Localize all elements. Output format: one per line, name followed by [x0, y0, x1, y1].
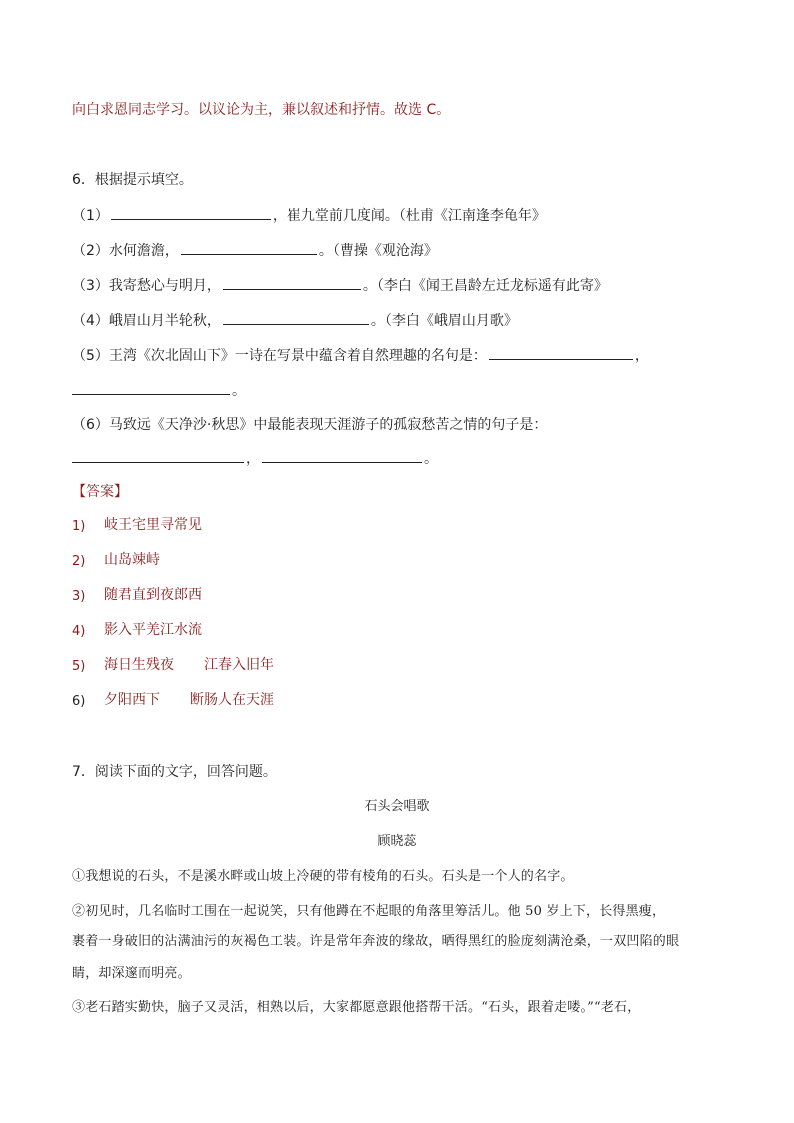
- item-number: （3）: [72, 278, 109, 294]
- article-author: 顾晓蕊: [377, 834, 417, 849]
- item-text: 。: [424, 451, 438, 467]
- q6-item-4: [72, 310, 518, 331]
- answer-text: 随君直到夜郎西: [104, 587, 202, 603]
- answer-text: 影入平羌江水流: [104, 622, 202, 638]
- passage-line: 睛，却深邃而明亮。: [72, 966, 191, 981]
- passage-line: ②初见时，几名临时工围在一起说笑，只有他蹲在不起眼的角落里筹活儿。他 50 岁上下，长得黑瘦，: [72, 904, 666, 919]
- answer-text: 岐王宅里寻常见: [104, 517, 202, 533]
- item-text: 我寄愁心与明月，: [108, 278, 221, 294]
- q6-item-5: [72, 345, 649, 366]
- item-number: （4）: [72, 313, 109, 329]
- answer-blank[interactable]: [489, 345, 633, 360]
- item-text: 王湾《次北固山下》一诗在写景中蕴含着自然理趣的名句是：: [108, 348, 487, 364]
- item-text: 。（李白《峨眉山月歌》: [370, 313, 518, 329]
- answer-number: 4): [72, 624, 86, 639]
- answer-blank[interactable]: [111, 205, 271, 220]
- item-text: 。（李白《闻王昌龄左迁龙标遥有此寄》: [362, 278, 608, 294]
- answer-blank[interactable]: [72, 448, 244, 463]
- answer-text: 山岛竦峙: [104, 552, 160, 568]
- q6-item-1: [72, 205, 546, 226]
- item-number: （5）: [72, 348, 109, 364]
- passage-line: ③老石踏实勤快，脑子又灵活，相熟以后，大家都愿意跟他搭帮干活。“石头，跟着走喽。”“老石，: [72, 1000, 641, 1015]
- q6-item-6-continued: [72, 448, 438, 469]
- item-text: ，: [634, 348, 649, 364]
- answer-number: 2): [72, 554, 86, 569]
- item-text: ，: [246, 451, 260, 467]
- q6-item-2: [72, 240, 438, 261]
- article-title: 石头会唱歌: [364, 799, 430, 814]
- item-number: （2）: [72, 243, 109, 259]
- answer-blank[interactable]: [262, 448, 422, 463]
- question-7-title: 7．阅读下面的文字，回答问题。: [72, 764, 277, 780]
- answer-number: 3): [72, 589, 86, 604]
- q6-item-6: [72, 415, 547, 435]
- intro-answer-text: 向白求恩同志学习。以议论为主，兼以叙述和抒情。故选 C。: [72, 102, 451, 118]
- item-text: 。（曹操《观沧海》: [318, 243, 438, 259]
- item-text: 。: [232, 383, 246, 399]
- answer-number: 5): [72, 659, 86, 674]
- answer-blank[interactable]: [72, 380, 230, 395]
- answer-blank[interactable]: [223, 310, 369, 325]
- item-number: （6）: [72, 417, 109, 433]
- q6-item-5-continued: [72, 380, 246, 401]
- answer-number: 6): [72, 694, 86, 709]
- passage-line: 裹着一身破旧的沾满油污的灰褐色工装。许是常年奔波的缘故，晒得黑红的脸庞刻满沧桑，一双凹陷的眼: [72, 934, 680, 949]
- item-text: 马致远《天净沙·秋思》中最能表现天涯游子的孤寂愁苦之情的句子是：: [108, 417, 548, 433]
- item-text: ，崔九堂前几度闻。（杜甫《江南逢李龟年》: [272, 208, 546, 224]
- answer-text: 夕阳西下 断肠人在天涯: [104, 692, 274, 708]
- answer-number: 1): [72, 519, 86, 534]
- passage-line: ①我想说的石头，不是溪水畔或山坡上冷硬的带有棱角的石头。石头是一个人的名字。: [72, 869, 574, 884]
- q6-item-3: [72, 275, 608, 296]
- answer-blank[interactable]: [223, 275, 361, 290]
- item-number: （1）: [72, 208, 109, 224]
- item-text: 水何澹澹，: [108, 243, 179, 259]
- question-6-title: 6．根据提示填空。: [72, 172, 193, 188]
- answer-blank[interactable]: [181, 240, 317, 255]
- item-text: 峨眉山月半轮秋，: [108, 313, 221, 329]
- answer-text: 海日生残夜 江春入旧年: [104, 657, 274, 673]
- answer-label: 【答案】: [72, 484, 128, 500]
